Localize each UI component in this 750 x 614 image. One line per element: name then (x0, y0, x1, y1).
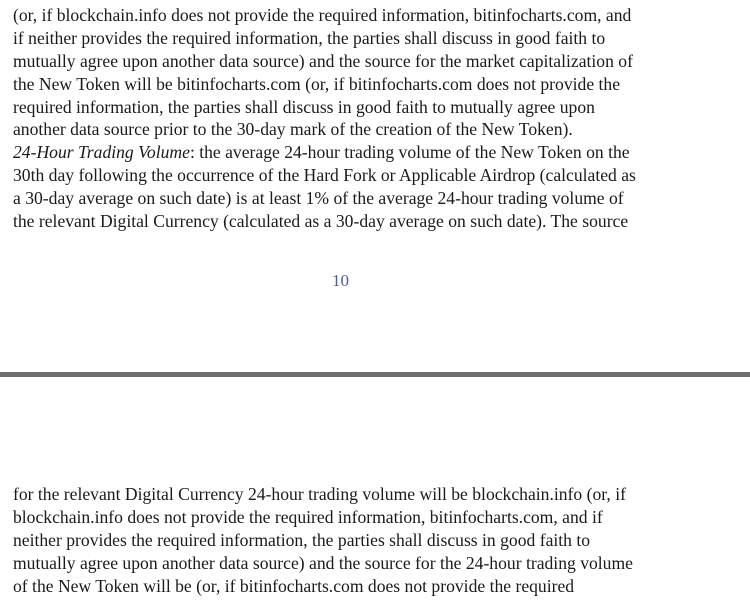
text-line: neither provides the required information, the parties shall discuss in good faith to (13, 529, 591, 550)
definition-text: : the average 24-hour trading volume of the New Token on the (189, 142, 630, 163)
text-line: mutually agree upon another data source) and the source for the market capitalization of (13, 50, 633, 71)
text-line: (or, if blockchain.info does not provide the required information, bitinfocharts.com, and (13, 5, 632, 25)
definition-line (13, 141, 743, 164)
text-line: the relevant Digital Currency (calculated as a 30-day average on such date). The source (13, 211, 629, 232)
text-line: the New Token will be bitinfocharts.com (or, if bitinfocharts.com does not provide the (13, 73, 621, 94)
text-line: another data source prior to the 30-day mark of the creation of the New Token). (13, 119, 573, 140)
text-line: blockchain.info does not provide the required information, bitinfocharts.com, and if (13, 506, 603, 527)
page-two-text (13, 483, 743, 597)
text-line: a 30-day average on such date) is at least 1% of the average 24-hour trading volume of (13, 188, 624, 209)
page-one-text (13, 4, 743, 233)
text-line: 30th day following the occurrence of the Hard Fork or Applicable Airdrop (calculated as (13, 165, 636, 186)
defined-term: 24-Hour Trading Volume (13, 142, 190, 163)
text-line: mutually agree upon another data source) and the source for the 24-hour trading volume (13, 552, 633, 573)
page-number: 10 (332, 271, 349, 290)
text-line: if neither provides the required information, the parties shall discuss in good faith to (13, 27, 606, 48)
text-line: required information, the parties shall discuss in good faith to mutually agree upon (13, 96, 595, 117)
text-line: of the New Token will be (or, if bitinfocharts.com does not provide the required (13, 575, 575, 596)
text-line: for the relevant Digital Currency 24-hour trading volume will be blockchain.info (or, if (13, 484, 626, 504)
